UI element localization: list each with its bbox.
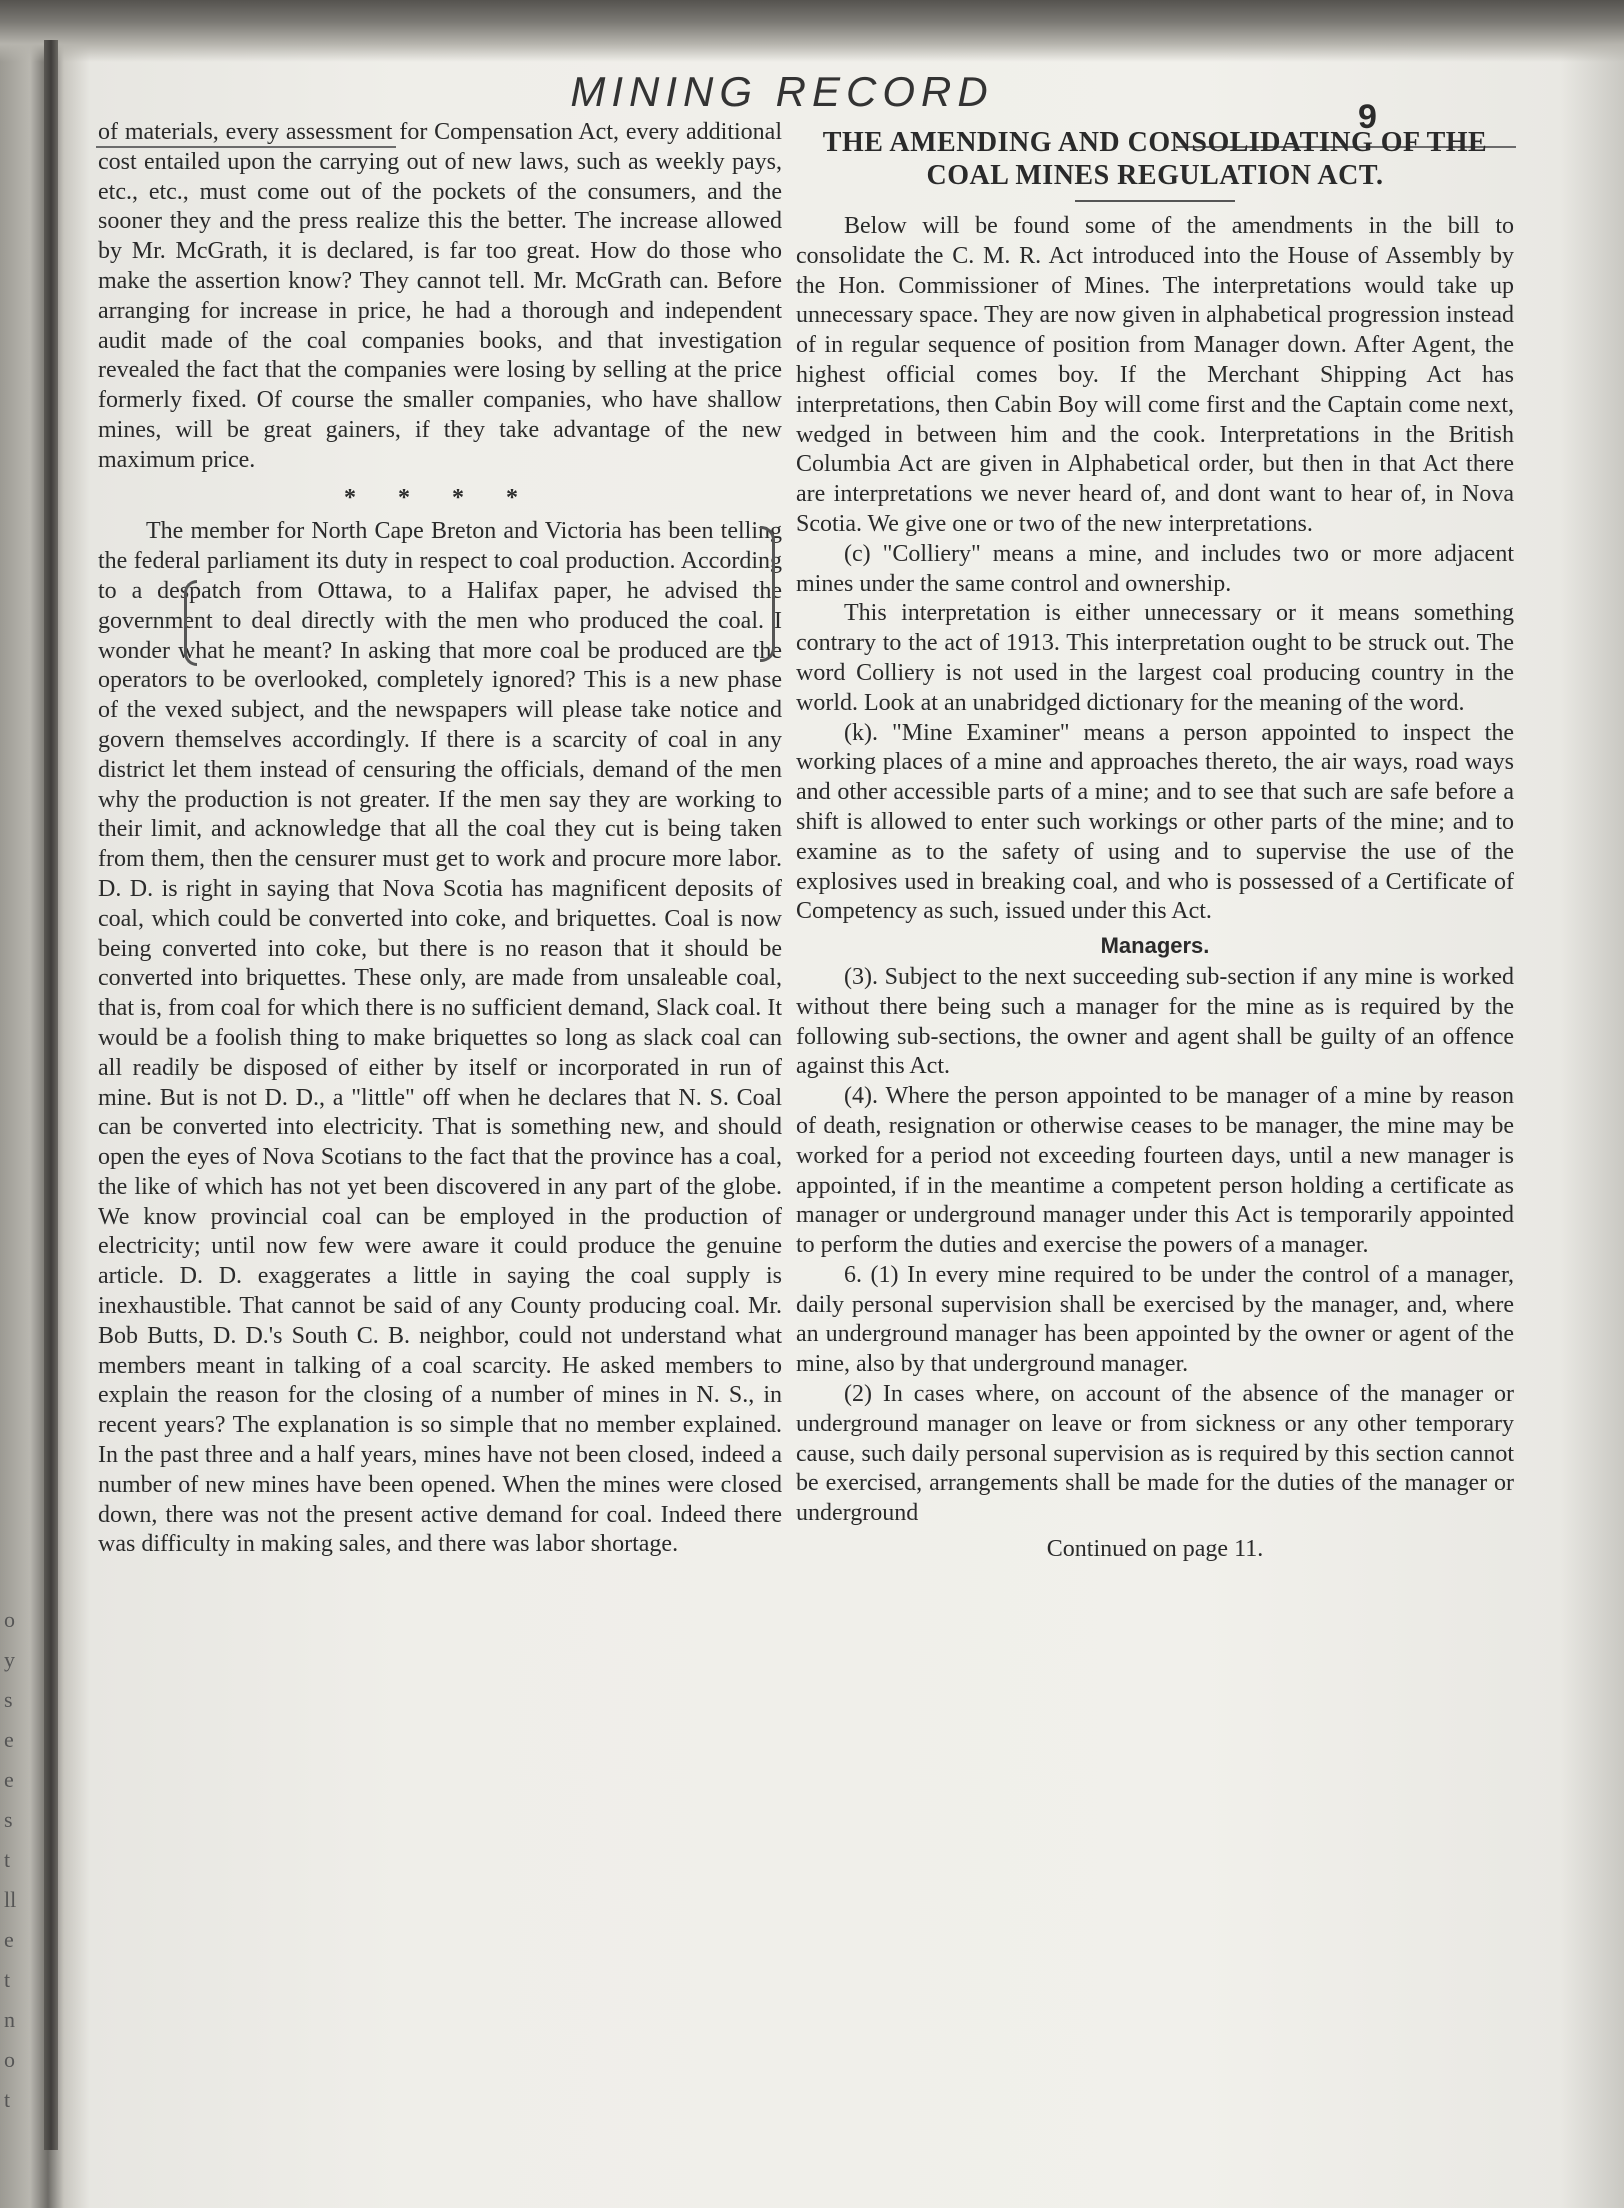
- right-paragraph-7: 6. (1) In every mine required to be under the control of a manager, daily personal supervision shall be exercised by the manager, and, where an underground manager has been appointed by the owner or agent of the mine, also by that underground manager.: [796, 1261, 1514, 1378]
- left-paragraph-2: The member for North Cape Breton and Victoria has been telling the federal parliament its duty in respect to coal production. According to a despatch from Ottawa, to a Halifax paper, he advised the government to deal directly with the men who produced the coal. I wonder what he meant? In asking that more coal be produced are the operators to be overlooked, completely ignored? This is a new phase of the vexed subject, and the newspapers will please take notice and govern themselves accordingly. If there is a scarcity of coal in any district let them instead of censuring the officials, demand of the men why the production is not greater. If the men say they are working to their limit, and acknowledge that all the coal they cut is being taken from them, then the censurer must get to work and procure more labor. D. D. is right in saying that Nova Scotia has magnificent deposits of coal, which could be converted into coke, and briquettes. Coal is now being converted into coke, but there is no reason that it should be converted into briquettes. These only, are made from unsaleable coal, that is, from coal for which there is no sufficient demand, Slack coal. It would be a foolish thing to make briquettes so long as slack coal can all readily be disposed of either by itself or incorporated in run of mine. But is not D. D., a "little" off when he declares that N. S. Coal can be converted into electricity. That is something new, and should open the eyes of Nova Scotians to the fact that the province has a coal, the like of which has not yet been discovered in any part of the globe. We know provincial coal can be employed in the production of electricity; until now few were aware it could produce the genuine article. D. D. exaggerates a little in saying the coal supply is inexhaustible. That cannot be said of any County producing coal. Mr. Bob Butts, D. D.'s South C. B. neighbor, could not understand what members meant in talking of a coal scarcity. He asked members to explain the reason for the closing of a number of mines in N. S., in recent years? The explanation is so simple that no member explained. In the past three and a half years, mines have not been closed, indeed a number of new mines have been opened. When the mines were closed down, there was not the present active demand for coal. Indeed there was difficulty in making sales, and there was labor shortage.: [98, 518, 782, 1558]
- article-headline: THE AMENDING AND CONSOLIDATING OF THE COAL MINES REGULATION ACT.: [822, 127, 1488, 191]
- right-paragraph-2: (c) "Colliery" means a mine, and includes two or more adjacent mines under the same control and ownership.: [796, 540, 1514, 597]
- margin-fragment: e: [4, 1767, 14, 1792]
- magazine-page: [96, 56, 1586, 2166]
- margin-fragment: ll: [4, 1887, 17, 1912]
- margin-fragment: s: [4, 1687, 13, 1712]
- left-margin-fragments: [4, 1600, 24, 2120]
- page-number: 9: [1358, 98, 1377, 136]
- right-paragraph-5: (3). Subject to the next succeeding sub-section if any mine is worked without there being such a manager for the mine as is required by the following sub-sections, the owner and agent shall be guilty of an offence against this Act.: [796, 963, 1514, 1080]
- pencil-bracket-left: [184, 580, 197, 666]
- margin-fragment: t: [4, 1847, 11, 1872]
- headline-rule: [1075, 200, 1235, 202]
- right-paragraph-6: (4). Where the person appointed to be manager of a mine by reason of death, resignation or otherwise ceases to be manager, the mine may be worked for a period not exceeding fourteen days, until a new manager is appointed, if in the meantime a competent person holding a certificate as manager or underground manager under this Act is temporarily appointed to perform the duties and exercise the powers of a manager.: [796, 1083, 1514, 1259]
- masthead: MINING RECORD: [570, 68, 994, 115]
- scan-top-edge: [0, 0, 1624, 62]
- left-column: [98, 118, 782, 1560]
- margin-fragment: o: [4, 2047, 15, 2072]
- binding-spine: [44, 40, 58, 2150]
- left-paragraph-1: of materials, every assessment for Compensation Act, every additional cost entailed upon the carrying out of new laws, such as weekly pays, etc., etc., must come out of the pockets of the consumers, and the sooner they and the press realize this the better. The increase allowed by Mr. McGrath, it is declared, is far too great. How do those who make the assertion know? They cannot tell. Mr. McGrath can. Before arranging for increase in price, he had a thorough and independent audit made of the coal companies books, and that investigation revealed the fact that the companies were losing by selling at the price formerly fixed. Of course the smaller companies, who have shallow mines, will be great gainers, if they take advantage of the new maximum price.: [98, 119, 782, 473]
- right-paragraph-1: Below will be found some of the amendments in the bill to consolidate the C. M. R. Act introduced into the House of Assembly by the Hon. Commissioner of Mines. The interpretations would take up unnecessary space. They are now given in alphabetical progression instead of in regular sequence of position from Manager down. After Agent, the highest official comes boy. If the Merchant Shipping Act has interpretations, then Cabin Boy will come first and the Captain come next, wedged in between him and the cook. Interpretations in the British Columbia Act are given in Alphabetical order, but then in that Act there are interpretations we never heard of, and dont want to hear of, in Nova Scotia. We give one or two of the new interpretations.: [796, 213, 1514, 537]
- margin-fragment: n: [4, 2007, 15, 2032]
- margin-fragment: t: [4, 2087, 11, 2112]
- right-paragraph-3: This interpretation is either unnecessary or it means something contrary to the act of 1913. This interpretation ought to be struck out. The word Colliery is not used in the largest coal producing country in the world. Look at an unabridged dictionary for the meaning of the word.: [796, 600, 1514, 716]
- margin-fragment: t: [4, 1967, 11, 1992]
- right-column: [796, 126, 1514, 1565]
- margin-fragment: s: [4, 1807, 13, 1832]
- margin-fragment: y: [4, 1647, 15, 1672]
- section-subhead: Managers.: [1100, 933, 1210, 959]
- section-separator: * * * *: [344, 484, 536, 511]
- right-paragraph-8: (2) In cases where, on account of the absence of the manager or underground manager on leave or from sickness or any other temporary cause, such daily personal supervision as is required by this section cannot be exercised, arrangements shall be made for the duties of the manager or underground: [796, 1381, 1514, 1527]
- continued-note: Continued on page 11.: [1046, 1536, 1264, 1563]
- pencil-bracket-right: [760, 526, 775, 662]
- margin-fragment: o: [4, 1607, 15, 1632]
- right-paragraph-4: (k). "Mine Examiner" means a person appointed to inspect the working places of a mine and approaches thereto, the air ways, road ways and other accessible parts of a mine; and to see that such are safe before a shift is allowed to enter such workings or other parts of the mine; and to examine as to the safety of using and to supervise the use of the explosives used in breaking coal, and who is possessed of a Certificate of Competency as such, issued under this Act.: [796, 719, 1514, 925]
- margin-fragment: e: [4, 1927, 14, 1952]
- margin-fragment: e: [4, 1727, 14, 1752]
